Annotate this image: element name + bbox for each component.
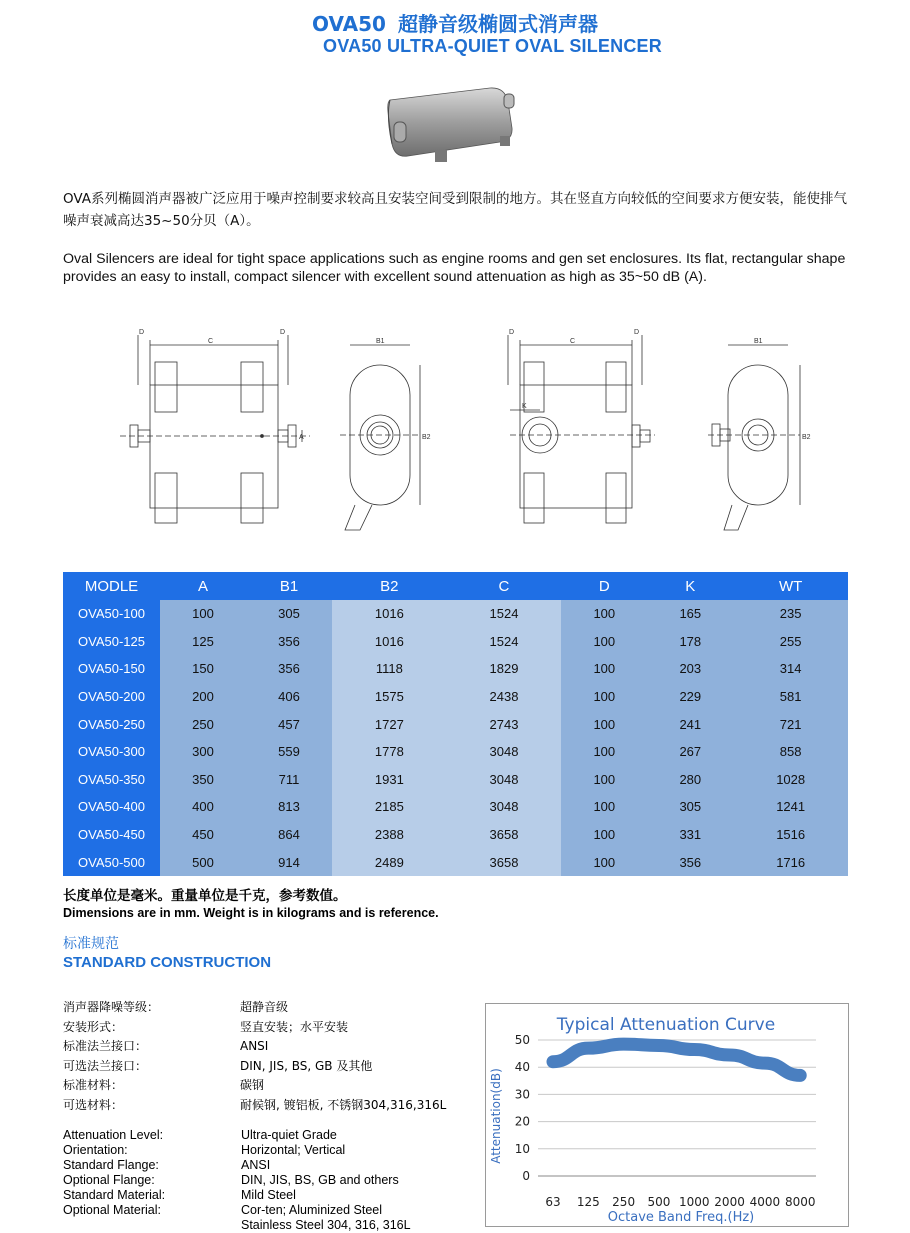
col-header: MODLE <box>63 572 160 600</box>
table-cell: 581 <box>733 683 848 711</box>
table-cell: 2489 <box>332 848 447 876</box>
table-cell: 100 <box>160 600 246 628</box>
spec-v: ANSI <box>241 1158 271 1172</box>
svg-text:A: A <box>299 434 304 441</box>
spec-v: 超静音级 <box>240 1000 289 1014</box>
table-cell: 1241 <box>733 793 848 821</box>
table-cell: 356 <box>246 655 332 683</box>
model-cell: OVA50-100 <box>63 600 160 628</box>
table-cell: 100 <box>561 793 647 821</box>
spec-v: 碳钢 <box>240 1078 265 1092</box>
spec-k <box>63 1218 165 1233</box>
data-point <box>694 1049 695 1050</box>
table-cell: 203 <box>647 655 733 683</box>
intro-en: Oval Silencers are ideal for tight space applications such as engine rooms and gen set enclosures. Its flat, rectangular shape provides an easy to install, compact silencer with excellent sound attenuation as high as 35~50 dB (A). <box>63 251 846 285</box>
table-row <box>63 655 848 683</box>
spec-keys-en <box>63 1128 165 1233</box>
side-view-drawing-k <box>508 329 655 523</box>
table-cell: 559 <box>246 738 332 766</box>
model-cell: OVA50-250 <box>63 710 160 738</box>
x-tick-label: 500 <box>647 1195 671 1209</box>
table-cell: 100 <box>561 683 647 711</box>
svg-text:D: D <box>280 329 286 336</box>
table-cell: 2185 <box>332 793 447 821</box>
x-tick-label: 250 <box>612 1195 636 1209</box>
svg-text:B2: B2 <box>802 434 811 441</box>
table-cell: 1016 <box>332 600 447 628</box>
table-cell: 1716 <box>733 848 848 876</box>
y-tick-label: 20 <box>514 1114 530 1129</box>
table-header-row <box>63 572 848 600</box>
table-cell: 1829 <box>447 655 562 683</box>
spec-v: DIN, JIS, BS, GB 及其他 <box>240 1058 373 1073</box>
table-cell: 100 <box>561 655 647 683</box>
table-cell: 914 <box>246 848 332 876</box>
table-cell: 457 <box>246 710 332 738</box>
table-cell: 267 <box>647 738 733 766</box>
table-cell: 235 <box>733 600 848 628</box>
svg-text:B1: B1 <box>754 338 763 345</box>
spec-v: ANSI <box>240 1039 269 1053</box>
spec-k: Standard Material: <box>63 1188 166 1202</box>
table-cell: 2388 <box>332 821 447 849</box>
x-tick-label: 63 <box>545 1195 561 1209</box>
table-cell: 858 <box>733 738 848 766</box>
table-cell: 813 <box>246 793 332 821</box>
x-tick-label: 8000 <box>784 1195 816 1209</box>
table-cell: 400 <box>160 793 246 821</box>
table-cell: 100 <box>561 766 647 794</box>
table-cell: 1931 <box>332 766 447 794</box>
svg-text:D: D <box>509 329 515 336</box>
table-cell: 178 <box>647 628 733 656</box>
spec-k: Attenuation Level: <box>63 1128 164 1142</box>
table-row <box>63 600 848 628</box>
table-cell: 1028 <box>733 766 848 794</box>
table-cell: 305 <box>246 600 332 628</box>
table-cell: 721 <box>733 710 848 738</box>
section-title-cn: 标准规范 <box>63 936 119 952</box>
data-point <box>588 1048 589 1049</box>
table-cell: 241 <box>647 710 733 738</box>
x-tick-label: 2000 <box>714 1195 745 1209</box>
attenuation-chart <box>486 1004 848 1226</box>
svg-text:B2: B2 <box>422 434 431 441</box>
table-cell: 100 <box>561 710 647 738</box>
spec-k: Orientation: <box>63 1143 128 1157</box>
side-view-drawing <box>120 329 310 523</box>
y-axis-label: Attenuation(dB) <box>489 1068 503 1164</box>
silencer-product-image <box>380 80 530 170</box>
spec-k: 标准材料： <box>63 1078 124 1092</box>
x-axis-label: Octave Band Freq.(Hz) <box>607 1210 755 1225</box>
spec-k: 可选法兰接口： <box>63 1058 148 1073</box>
table-cell: 100 <box>561 821 647 849</box>
table-row <box>63 848 848 876</box>
y-tick-label: 40 <box>514 1060 530 1075</box>
table-cell: 100 <box>561 628 647 656</box>
table-cell: 250 <box>160 710 246 738</box>
table-row <box>63 628 848 656</box>
table-cell: 350 <box>160 766 246 794</box>
spec-v: Cor-ten; Aluminized Steel <box>241 1203 383 1217</box>
x-tick-label: 1000 <box>678 1195 710 1209</box>
model-cell: OVA50-450 <box>63 821 160 849</box>
spec-k: 可选材料： <box>63 1097 124 1112</box>
svg-text:D: D <box>139 329 145 336</box>
table-cell: 3048 <box>447 766 562 794</box>
data-point <box>800 1075 801 1076</box>
table-cell: 2438 <box>447 683 562 711</box>
table-row <box>63 738 848 766</box>
x-tick-label: 4000 <box>749 1195 781 1209</box>
chart-title: Typical Attenuation Curve <box>556 1015 776 1035</box>
col-header: K <box>647 572 733 600</box>
spec-keys-cn <box>63 998 159 1115</box>
end-view-drawing-1 <box>340 338 431 530</box>
x-tick-label: 125 <box>576 1195 600 1209</box>
data-point <box>729 1054 730 1055</box>
spec-k: 消声器降噪等级： <box>63 1000 160 1014</box>
table-cell: 3048 <box>447 738 562 766</box>
svg-text:C: C <box>208 338 214 345</box>
attenuation-chart-box <box>485 1003 849 1227</box>
spec-k: Optional Flange: <box>63 1173 155 1187</box>
col-header: D <box>561 572 647 600</box>
model-cell: OVA50-200 <box>63 683 160 711</box>
data-point <box>658 1045 659 1046</box>
spec-values-en <box>241 1128 411 1233</box>
model-cell: OVA50-350 <box>63 766 160 794</box>
table-cell: 711 <box>246 766 332 794</box>
end-view-drawing-2 <box>708 338 811 530</box>
col-header: B1 <box>246 572 332 600</box>
y-tick-label: 50 <box>514 1033 530 1047</box>
table-cell: 100 <box>561 848 647 876</box>
table-cell: 356 <box>647 848 733 876</box>
spec-v: DIN, JIS, BS, GB and others <box>241 1173 399 1187</box>
y-tick-label: 30 <box>514 1087 530 1102</box>
page-title-en: OVA50 ULTRA-QUIET OVAL SILENCER <box>323 36 662 56</box>
table-row <box>63 793 848 821</box>
table-cell: 1575 <box>332 683 447 711</box>
table-cell: 255 <box>733 628 848 656</box>
table-cell: 1016 <box>332 628 447 656</box>
table-cell: 1524 <box>447 600 562 628</box>
svg-text:B1: B1 <box>376 338 385 345</box>
table-row <box>63 821 848 849</box>
intro-cn: OVA系列椭圆消声器被广泛应用于噪声控制要求较高且安装空间受到限制的地方。其在竖直方向较低的空间要求方便安装，能使排气噪声衰减高达35~50分贝（A）。 <box>63 191 847 229</box>
table-cell: 1118 <box>332 655 447 683</box>
table-cell: 305 <box>647 793 733 821</box>
data-point <box>623 1044 624 1045</box>
table-cell: 100 <box>561 600 647 628</box>
table-row <box>63 710 848 738</box>
svg-text:C: C <box>570 338 576 345</box>
table-row <box>63 766 848 794</box>
data-point <box>764 1063 765 1064</box>
spec-v: 竖直安装；水平安装 <box>240 1019 349 1034</box>
col-header: B2 <box>332 572 447 600</box>
units-note-cn: 长度单位是毫米。重量单位是千克，参考数值。 <box>63 888 347 904</box>
y-tick-label: 10 <box>514 1141 530 1156</box>
table-cell: 500 <box>160 848 246 876</box>
table-cell: 200 <box>160 683 246 711</box>
table-cell: 314 <box>733 655 848 683</box>
table-cell: 1524 <box>447 628 562 656</box>
spec-k: Optional Material: <box>63 1203 161 1217</box>
title-cn-text: 超静音级椭圆式消声器 <box>397 12 598 36</box>
spec-k: 标准法兰接口： <box>63 1039 148 1053</box>
table-cell: 331 <box>647 821 733 849</box>
table-cell: 3048 <box>447 793 562 821</box>
spec-k: Standard Flange: <box>63 1158 159 1172</box>
table-cell: 165 <box>647 600 733 628</box>
col-header: C <box>447 572 562 600</box>
table-cell: 1516 <box>733 821 848 849</box>
model-cell: OVA50-400 <box>63 793 160 821</box>
table-cell: 864 <box>246 821 332 849</box>
dimensions-table <box>63 572 848 876</box>
model-cell: OVA50-300 <box>63 738 160 766</box>
table-cell: 450 <box>160 821 246 849</box>
col-header: A <box>160 572 246 600</box>
model-cell: OVA50-500 <box>63 848 160 876</box>
section-title-en: STANDARD CONSTRUCTION <box>63 954 272 971</box>
spec-v: 耐候钢, 镀铝板, 不锈钢304,316,316L <box>240 1097 447 1112</box>
spec-v: Ultra-quiet Grade <box>241 1128 337 1142</box>
table-cell: 356 <box>246 628 332 656</box>
svg-text:D: D <box>634 329 640 336</box>
table-row <box>63 683 848 711</box>
table-cell: 300 <box>160 738 246 766</box>
table-cell: 100 <box>561 738 647 766</box>
spec-v: Horizontal; Vertical <box>241 1143 346 1157</box>
page-title-cn <box>0 8 910 37</box>
technical-drawings <box>110 325 830 540</box>
table-cell: 3658 <box>447 821 562 849</box>
table-cell: 406 <box>246 683 332 711</box>
col-header: WT <box>733 572 848 600</box>
table-cell: 3658 <box>447 848 562 876</box>
units-note-en: Dimensions are in mm. Weight is in kilograms and is reference. <box>63 906 439 920</box>
spec-v: Stainless Steel 304, 316, 316L <box>241 1218 411 1232</box>
model-cell: OVA50-125 <box>63 628 160 656</box>
table-cell: 229 <box>647 683 733 711</box>
spec-values-cn <box>240 998 446 1115</box>
table-cell: 1778 <box>332 738 447 766</box>
table-cell: 125 <box>160 628 246 656</box>
table-cell: 280 <box>647 766 733 794</box>
title-model: OVA50 <box>312 12 386 36</box>
spec-k: 安装形式： <box>63 1019 124 1034</box>
table-cell: 2743 <box>447 710 562 738</box>
table-cell: 150 <box>160 655 246 683</box>
table-cell: 1727 <box>332 710 447 738</box>
svg-text:K: K <box>522 403 527 410</box>
model-cell: OVA50-150 <box>63 655 160 683</box>
data-point <box>553 1061 554 1062</box>
attenuation-series-line <box>553 1044 800 1075</box>
spec-v: Mild Steel <box>241 1188 296 1202</box>
y-tick-label: 0 <box>522 1169 530 1183</box>
